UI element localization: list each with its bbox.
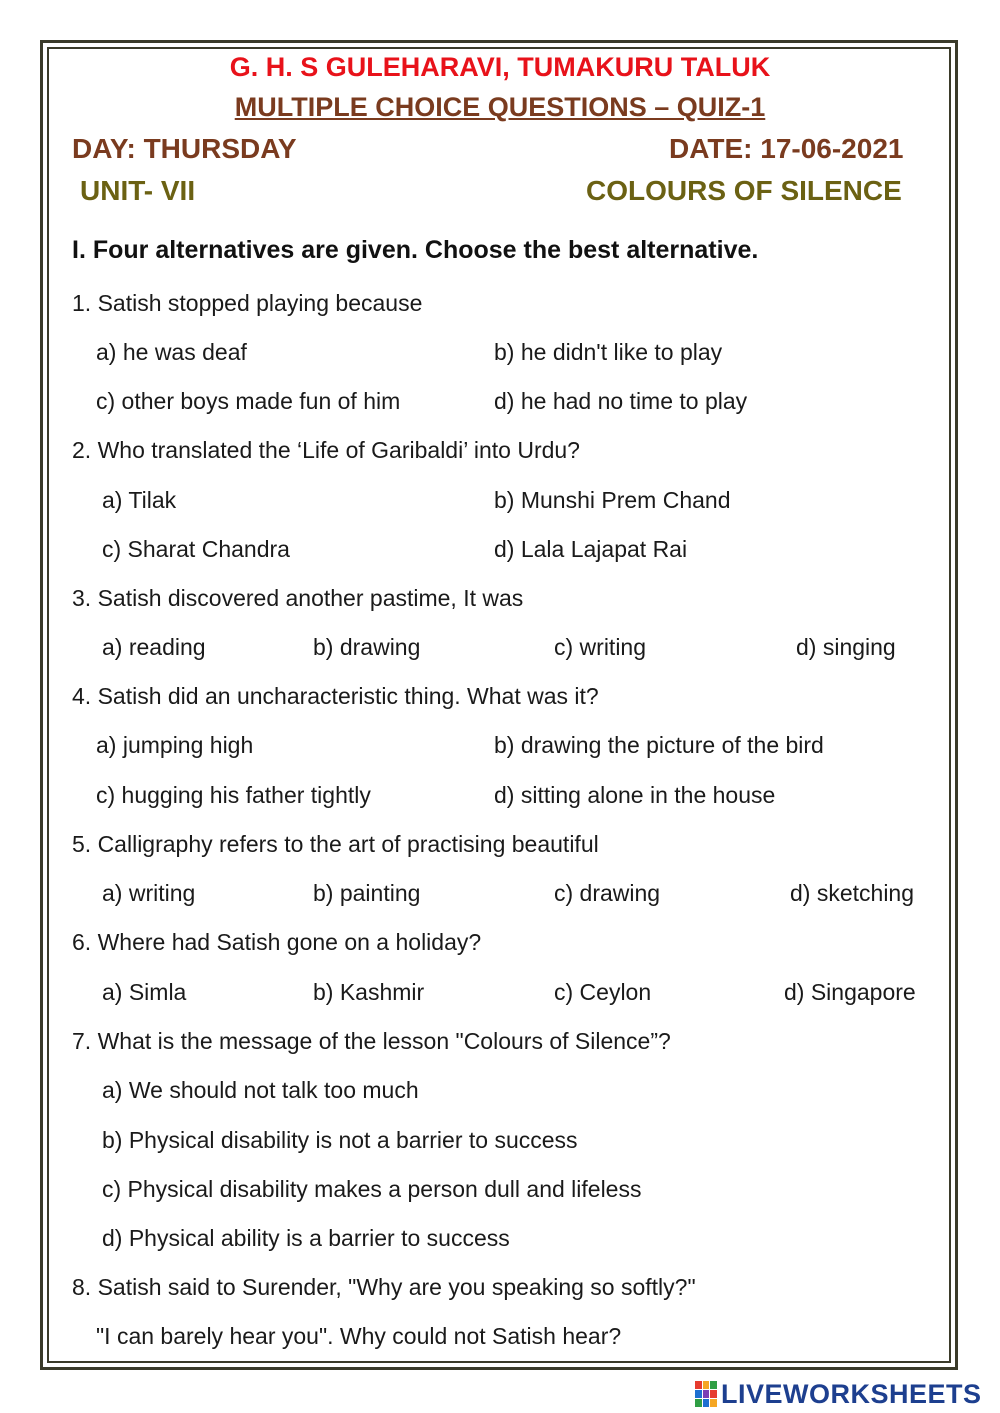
q7-option-d[interactable]: d) Physical ability is a barrier to success (102, 1225, 510, 1251)
date-label: DATE: 17-06-2021 (669, 133, 904, 164)
day-label: DAY: THURSDAY (72, 133, 297, 164)
q4-option-b[interactable]: b) drawing the picture of the bird (494, 732, 824, 758)
question-5: 5. Calligraphy refers to the art of practising beautiful (72, 831, 599, 857)
q1-option-d[interactable]: d) he had no time to play (494, 388, 748, 414)
q3-option-b[interactable]: b) drawing (313, 634, 421, 660)
q3-option-d[interactable]: d) singing (796, 634, 896, 660)
q5-option-a[interactable]: a) writing (102, 880, 196, 906)
q1-option-c[interactable]: c) other boys made fun of him (96, 388, 401, 414)
q1-option-a[interactable]: a) he was deaf (96, 339, 247, 365)
q7-option-c[interactable]: c) Physical disability makes a person dull and lifeless (102, 1176, 642, 1202)
school-name: G. H. S GULEHARAVI, TUMAKURU TALUK (229, 52, 771, 82)
question-7: 7. What is the message of the lesson "Colours of Silence”? (72, 1028, 671, 1054)
q7-option-b[interactable]: b) Physical disability is not a barrier to success (102, 1127, 578, 1153)
instruction: I. Four alternatives are given. Choose the best alternative. (72, 236, 759, 264)
q7-option-a[interactable]: a) We should not talk too much (102, 1077, 419, 1103)
question-1: 1. Satish stopped playing because (72, 290, 423, 316)
quiz-title: MULTIPLE CHOICE QUESTIONS – QUIZ-1 (234, 92, 766, 122)
q5-option-b[interactable]: b) painting (313, 880, 421, 906)
q1-option-b[interactable]: b) he didn't like to play (494, 339, 723, 365)
question-3: 3. Satish discovered another pastime, It was (72, 585, 524, 611)
question-8: 8. Satish said to Surender, "Why are you speaking so softly?" (72, 1274, 696, 1300)
question-2: 2. Who translated the ‘Life of Garibaldi’ into Urdu? (72, 437, 580, 463)
liveworksheets-wordmark: LIVEWORKSHEETS (721, 1378, 982, 1409)
q4-option-c[interactable]: c) hugging his father tightly (96, 782, 371, 808)
lesson-title: COLOURS OF SILENCE (586, 175, 902, 206)
q3-option-c[interactable]: c) writing (554, 634, 647, 660)
q4-option-a[interactable]: a) jumping high (96, 732, 254, 758)
q5-option-d[interactable]: d) sketching (790, 880, 915, 906)
liveworksheets-icon (695, 1381, 717, 1407)
q2-option-a[interactable]: a) Tilak (102, 487, 177, 513)
q2-option-d[interactable]: d) Lala Lajapat Rai (494, 536, 688, 562)
q6-option-b[interactable]: b) Kashmir (313, 979, 425, 1005)
unit-label: UNIT- VII (80, 175, 196, 206)
q3-option-a[interactable]: a) reading (102, 634, 206, 660)
q5-option-c[interactable]: c) drawing (554, 880, 661, 906)
q2-option-c[interactable]: c) Sharat Chandra (102, 536, 290, 562)
question-6: 6. Where had Satish gone on a holiday? (72, 929, 482, 955)
q6-option-d[interactable]: d) Singapore (784, 979, 916, 1005)
q6-option-c[interactable]: c) Ceylon (554, 979, 652, 1005)
q4-option-d[interactable]: d) sitting alone in the house (494, 782, 776, 808)
question-8-continuation: "I can barely hear you". Why could not Satish hear? (96, 1323, 622, 1349)
q2-option-b[interactable]: b) Munshi Prem Chand (494, 487, 731, 513)
q6-option-a[interactable]: a) Simla (102, 979, 187, 1005)
question-4: 4. Satish did an uncharacteristic thing. What was it? (72, 683, 599, 709)
liveworksheets-logo[interactable] (695, 1376, 982, 1412)
